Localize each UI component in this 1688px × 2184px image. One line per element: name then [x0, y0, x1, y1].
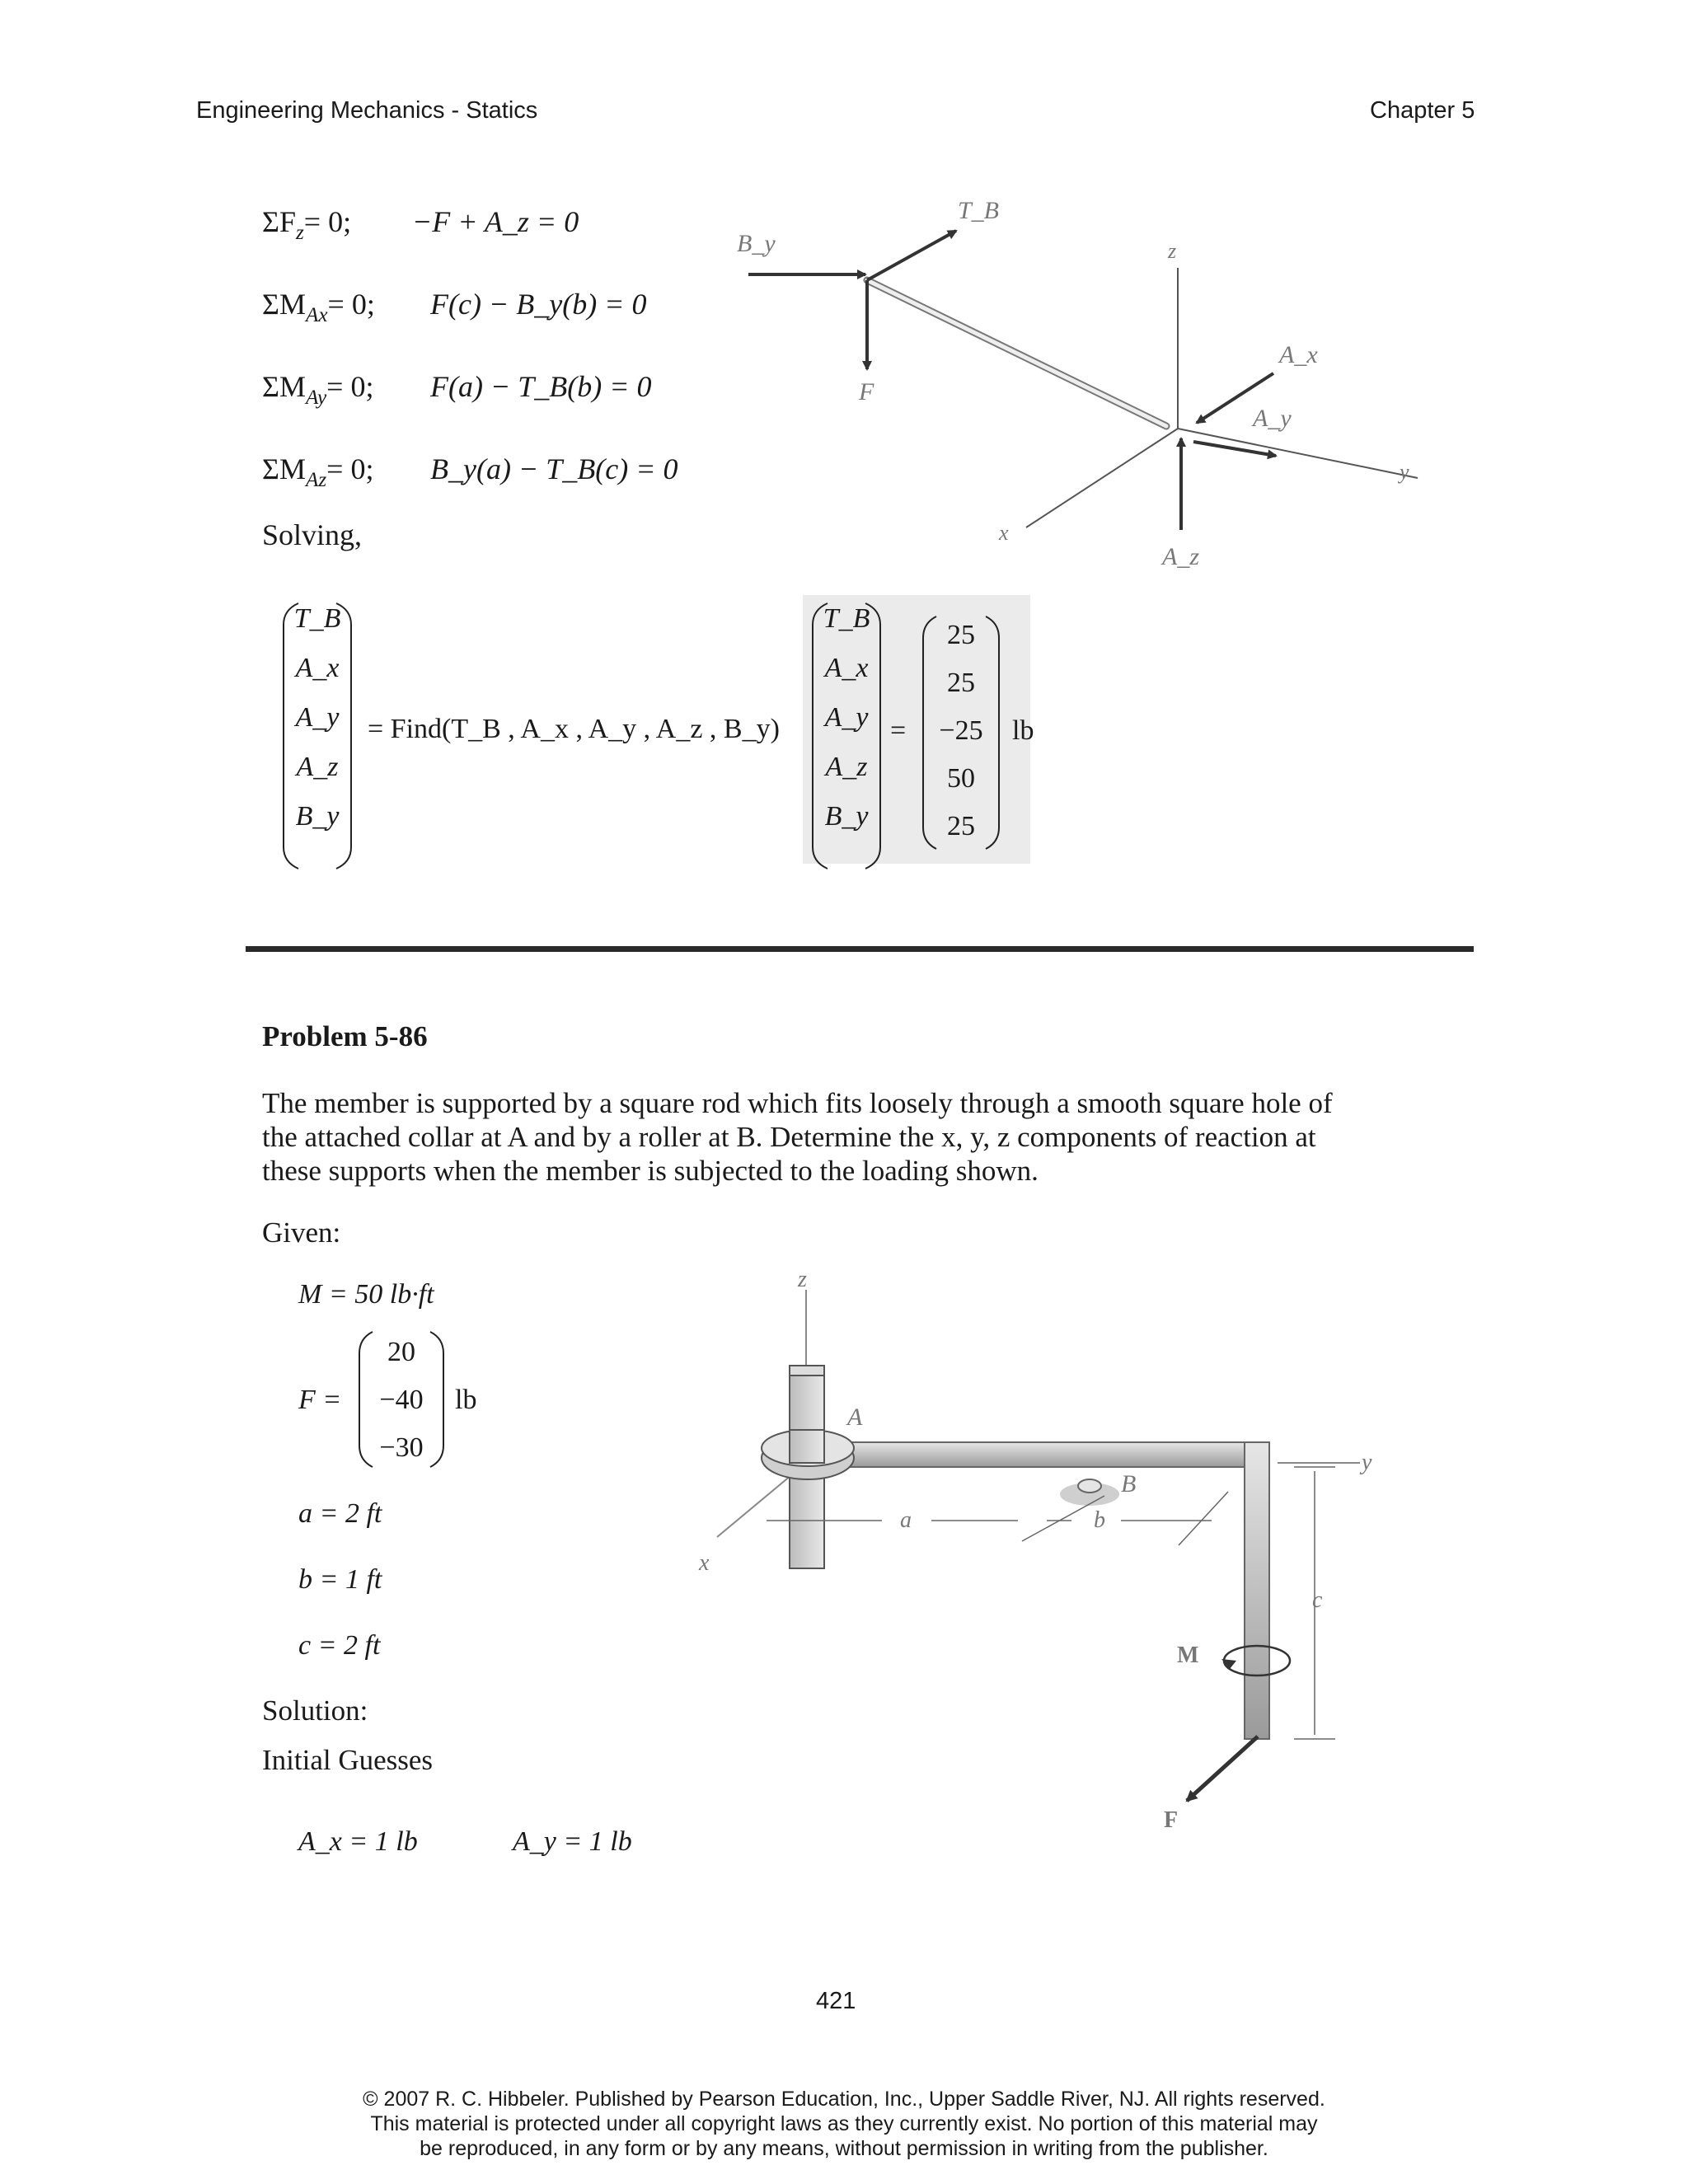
guess-ax: A_x = 1 lb — [298, 1826, 418, 1857]
label-y: y — [1400, 460, 1409, 484]
equation-label-fz: $\Sigma F_z= 0$; — [262, 205, 352, 244]
label-z: z — [1168, 239, 1177, 263]
horizontal-arm — [816, 1442, 1265, 1467]
footer-line-1: © 2007 R. C. Hibbeler. Published by Pearson Education, Inc., Upper Saddle River, NJ. All rights reserved. — [363, 2088, 1325, 2111]
copyright-footer — [0, 2087, 1688, 2161]
solution-label: Solution: — [262, 1694, 368, 1727]
header-title: Engineering Mechanics - Statics — [196, 97, 538, 124]
result-equals: = — [890, 715, 907, 746]
y-axis — [1178, 429, 1418, 478]
problem-statement — [262, 1086, 1333, 1188]
label-b-dim: b — [1094, 1507, 1105, 1533]
label-y: y — [1362, 1450, 1372, 1475]
given-f-x: 20 — [387, 1337, 415, 1367]
given-c: c = 2 ft — [298, 1630, 381, 1661]
given-f-unit: lb — [455, 1385, 477, 1415]
find-expression: = Find(T_B , A_x , A_y , A_z , B_y) — [368, 714, 780, 744]
equation-rhs-max: F(c) − B_y(b) = 0 — [430, 288, 647, 321]
label-a-point: A — [847, 1404, 863, 1431]
label-f: F — [1164, 1807, 1179, 1833]
result-value-tb: 25 — [947, 620, 975, 650]
force-ay-arrow — [1193, 442, 1276, 456]
label-z: z — [798, 1267, 807, 1292]
problem-statement-line-2: the attached collar at A and by a roller at B. Determine the x, y, z components of reaction at — [262, 1121, 1316, 1153]
rod-force-diagram — [734, 194, 1442, 581]
label-c-dim: c — [1312, 1587, 1323, 1613]
given-f-label: F = — [298, 1385, 342, 1415]
result-value-ax: 25 — [947, 668, 975, 698]
result-unknowns-vector — [819, 603, 874, 832]
equation-label-maz: $\Sigma M_{Az}= 0$; — [262, 452, 374, 491]
equation-rhs-maz: B_y(a) − T_B(c) = 0 — [430, 452, 678, 485]
unknown-ay: A_y — [295, 702, 340, 733]
given-f-z: −30 — [379, 1432, 424, 1463]
problem-title: Problem 5-86 — [262, 1020, 428, 1052]
unknown-by: B_y — [295, 801, 340, 832]
result-unknown-by: B_y — [824, 801, 869, 832]
given-m: M = 50 lb·ft — [298, 1279, 434, 1310]
given-b: b = 1 ft — [298, 1564, 382, 1595]
result-unknown-tb: T_B — [823, 603, 870, 634]
equation-label-max: $\Sigma M_{Ax}= 0$; — [262, 288, 375, 326]
roller-b — [1078, 1479, 1101, 1493]
solving-label: Solving, — [262, 518, 363, 551]
vertical-arm — [1245, 1442, 1269, 1739]
section-divider — [246, 946, 1474, 952]
label-b-point: B — [1121, 1470, 1137, 1497]
unknown-az: A_z — [296, 752, 339, 782]
problem-statement-line-3: these supports when the member is subjected to the loading shown. — [262, 1155, 1039, 1187]
label-ax: A_x — [1279, 341, 1318, 368]
label-by: B_y — [737, 230, 776, 257]
result-value-az: 50 — [947, 763, 975, 794]
footer-line-3: be reproduced, in any form or by any means, without permission in writing from the publisher. — [420, 2137, 1268, 2160]
result-value-ay: −25 — [939, 715, 983, 746]
equation-rhs-fz: −F + A_z = 0 — [412, 205, 579, 238]
label-x: x — [699, 1550, 710, 1576]
member-diagram — [684, 1265, 1409, 1834]
x-axis — [1026, 429, 1178, 527]
unknown-ax: A_x — [295, 653, 340, 683]
force-f-arrow — [1187, 1736, 1258, 1801]
page-number: 421 — [816, 1988, 856, 2014]
label-x: x — [999, 521, 1009, 545]
force-tb-arrow — [867, 231, 956, 280]
result-unknown-ay: A_y — [824, 702, 869, 733]
equation-rhs-may: F(a) − T_B(b) = 0 — [430, 370, 652, 403]
given-label: Given: — [262, 1216, 341, 1249]
unknowns-vector — [290, 603, 345, 832]
label-tb: T_B — [958, 197, 1000, 224]
given-f-y: −40 — [379, 1385, 424, 1415]
label-ay: A_y — [1253, 405, 1292, 432]
result-value-by: 25 — [947, 811, 975, 841]
result-unit: lb — [1012, 715, 1034, 746]
footer-line-2: This material is protected under all copyright laws as they currently exist. No portion of this material may — [370, 2112, 1318, 2135]
label-az: A_z — [1162, 543, 1199, 570]
given-f-vector — [363, 1337, 440, 1464]
guess-ay: A_y = 1 lb — [513, 1826, 632, 1857]
given-a: a = 2 ft — [298, 1498, 382, 1529]
result-unknown-az: A_z — [825, 752, 868, 782]
equation-label-may: $\Sigma M_{Ay}= 0$; — [262, 370, 374, 409]
problem-statement-line-1: The member is supported by a square rod which fits loosely through a smooth square hole of — [262, 1087, 1333, 1119]
label-m: M — [1177, 1643, 1199, 1668]
initial-guesses-label: Initial Guesses — [262, 1744, 434, 1776]
label-f: F — [859, 378, 874, 405]
result-values — [926, 620, 996, 842]
label-a-dim: a — [900, 1507, 912, 1533]
unknown-tb: T_B — [293, 603, 341, 634]
result-unknown-ax: A_x — [824, 653, 869, 683]
header-chapter: Chapter 5 — [1370, 97, 1475, 124]
